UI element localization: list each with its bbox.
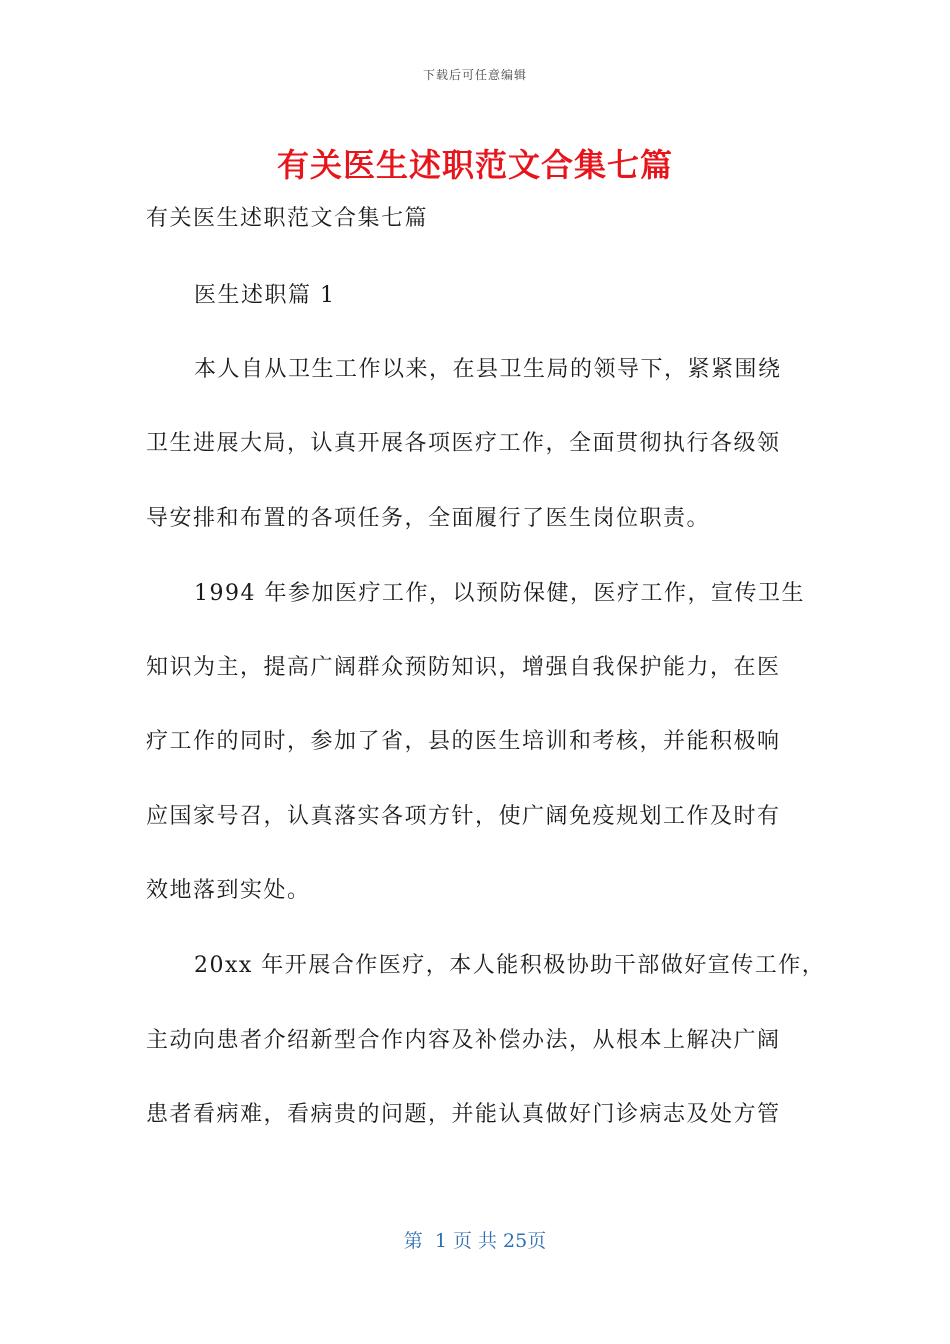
page-number: 第 1 页 共 25页 — [403, 1230, 547, 1252]
section-heading: 医生述职篇 1 — [194, 283, 336, 308]
paragraph-line: 1994 年参加医疗工作，以预防保健，医疗工作，宣传卫生 — [194, 581, 805, 606]
paragraph-line: 疗工作的同时，参加了省，县的医生培训和考核，并能积极响 — [146, 729, 781, 754]
paragraph-line: 主动向患者介绍新型合作内容及补偿办法，从根本上解决广阔 — [146, 1028, 781, 1053]
paragraph-line: 导安排和布置的各项任务，全面履行了医生岗位职责。 — [146, 506, 711, 531]
paragraph-line: 应国家号召，认真落实各项方针，使广阔免疫规划工作及时有 — [146, 804, 781, 829]
document-title: 有关医生述职范文合集七篇 — [276, 146, 673, 184]
paragraph-line: 本人自从卫生工作以来，在县卫生局的领导下，紧紧围绕 — [194, 357, 782, 382]
download-note: 下载后可任意编辑 — [422, 68, 527, 82]
subtitle-line: 有关医生述职范文合集七篇 — [146, 206, 429, 231]
paragraph-line: 患者看病难，看病贵的问题，并能认真做好门诊病志及处方管 — [146, 1102, 781, 1127]
paragraph-line: 卫生进展大局，认真开展各项医疗工作，全面贯彻执行各级领 — [146, 431, 781, 456]
paragraph-line: 知识为主，提高广阔群众预防知识，增强自我保护能力，在医 — [146, 655, 781, 680]
paragraph-line: 效地落到实处。 — [146, 878, 311, 903]
paragraph-line: 20xx 年开展合作医疗，本人能积极协助干部做好宣传工作， — [194, 953, 826, 978]
